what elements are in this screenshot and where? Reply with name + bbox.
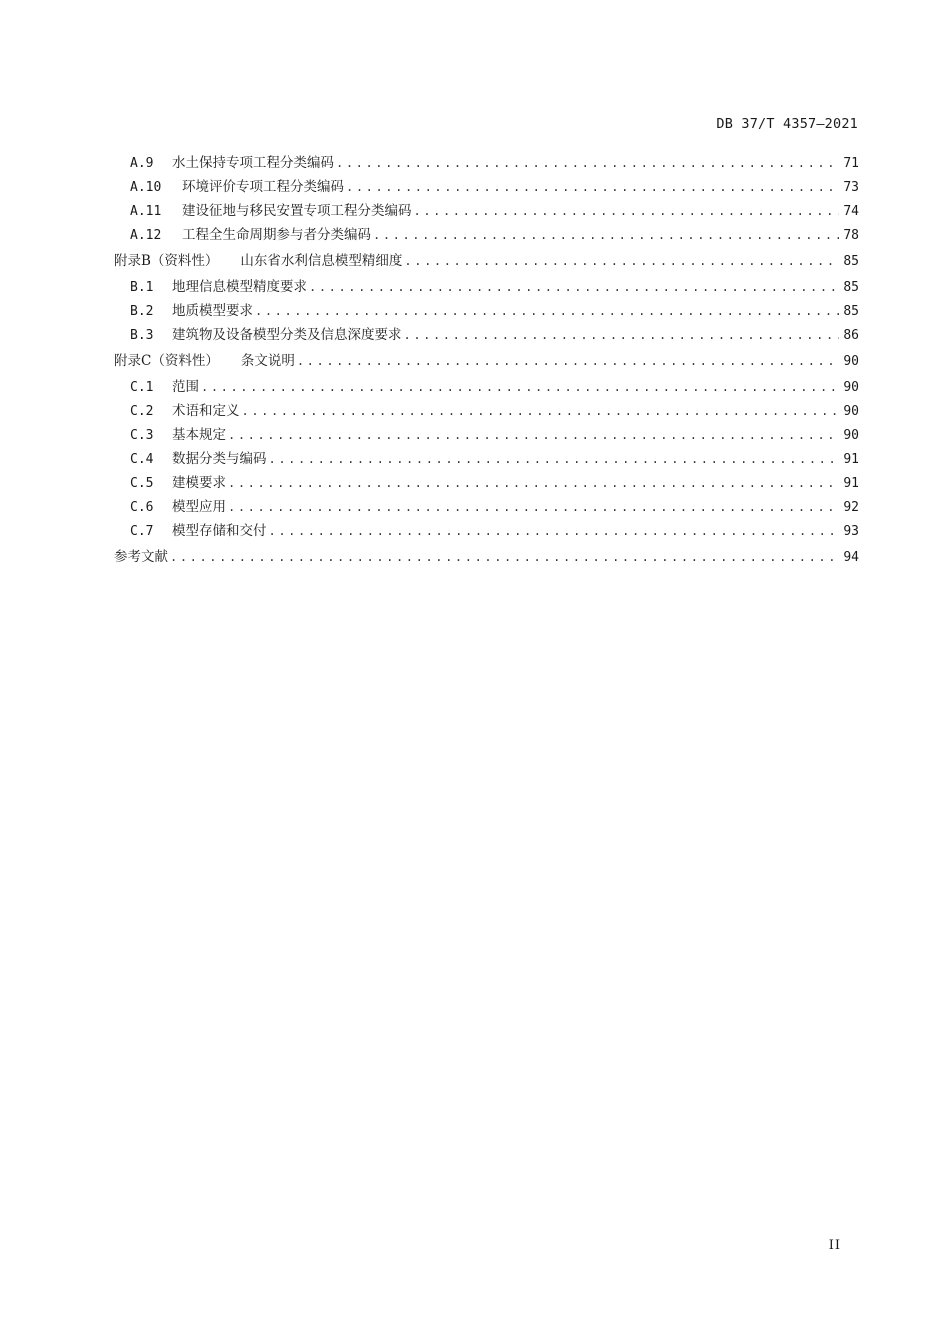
toc-entry-number: 附录B（资料性） (114, 253, 219, 269)
toc-entry-a9[interactable] (114, 151, 859, 175)
toc-dot-leader (228, 423, 839, 447)
toc-entry-b3[interactable] (114, 323, 859, 347)
table-of-contents (114, 151, 859, 571)
toc-entry-title: 术语和定义 (172, 403, 240, 419)
toc-entry-page: 73 (843, 180, 859, 195)
toc-entry-c5[interactable] (114, 471, 859, 495)
toc-dot-leader (404, 323, 840, 347)
toc-entry-c2[interactable] (114, 399, 859, 423)
toc-entry-page: 90 (843, 428, 859, 443)
toc-entry-number: C.1 (130, 380, 154, 395)
toc-entry-a11[interactable] (114, 199, 859, 223)
toc-entry-b2[interactable] (114, 299, 859, 323)
toc-dot-leader (404, 247, 839, 275)
toc-entry-number: A.11 (130, 204, 162, 219)
toc-entry-number: A.9 (130, 156, 154, 171)
toc-entry-title: 基本规定 (172, 427, 226, 443)
toc-dot-leader (228, 495, 839, 519)
toc-entry-title: 参考文献 (114, 549, 168, 565)
toc-entry-c6[interactable] (114, 495, 859, 519)
toc-entry-title: 工程全生命周期参与者分类编码 (182, 227, 371, 243)
toc-entry-references[interactable] (114, 543, 859, 571)
toc-dot-leader (269, 519, 840, 543)
toc-dot-leader (228, 471, 839, 495)
toc-entry-page: 78 (843, 228, 859, 243)
toc-entry-number: B.1 (130, 280, 154, 295)
toc-entry-number: A.12 (130, 228, 162, 243)
toc-entry-title: 范围 (172, 379, 199, 395)
toc-entry-c3[interactable] (114, 423, 859, 447)
toc-dot-leader (297, 347, 839, 375)
document-code: DB 37/T 4357—2021 (716, 116, 858, 132)
toc-dot-leader (269, 447, 840, 471)
toc-entry-page: 91 (843, 476, 859, 491)
toc-entry-number: C.7 (130, 524, 154, 539)
toc-dot-leader (170, 543, 839, 571)
toc-entry-page: 71 (843, 156, 859, 171)
toc-entry-c4[interactable] (114, 447, 859, 471)
toc-entry-title: 水土保持专项工程分类编码 (172, 155, 334, 171)
toc-entry-title: 建设征地与移民安置专项工程分类编码 (182, 203, 412, 219)
toc-entry-appendix-b[interactable] (114, 247, 859, 275)
toc-entry-page: 85 (843, 254, 859, 269)
toc-entry-page: 85 (843, 304, 859, 319)
toc-entry-number: C.6 (130, 500, 154, 515)
page-number: II (828, 1238, 841, 1253)
toc-entry-page: 94 (843, 550, 859, 565)
toc-entry-page: 85 (843, 280, 859, 295)
toc-entry-b1[interactable] (114, 275, 859, 299)
toc-dot-leader (201, 375, 839, 399)
toc-dot-leader (346, 175, 839, 199)
toc-entry-page: 92 (843, 500, 859, 515)
toc-entry-number: 附录C（资料性） (114, 353, 219, 369)
toc-entry-title: 环境评价专项工程分类编码 (182, 179, 344, 195)
toc-dot-leader (255, 299, 839, 323)
toc-entry-title: 地理信息模型精度要求 (172, 279, 307, 295)
toc-dot-leader (309, 275, 839, 299)
toc-entry-title: 山东省水利信息模型精细度 (240, 253, 403, 269)
toc-entry-page: 90 (843, 354, 859, 369)
toc-entry-page: 74 (843, 204, 859, 219)
toc-entry-page: 93 (843, 524, 859, 539)
toc-entry-page: 90 (843, 380, 859, 395)
toc-entry-page: 91 (843, 452, 859, 467)
toc-entry-c1[interactable] (114, 375, 859, 399)
toc-entry-appendix-c[interactable] (114, 347, 859, 375)
toc-entry-c7[interactable] (114, 519, 859, 543)
toc-entry-title: 模型应用 (172, 499, 226, 515)
toc-dot-leader (414, 199, 840, 223)
toc-entry-number: B.3 (130, 328, 154, 343)
toc-entry-title: 建筑物及设备模型分类及信息深度要求 (172, 327, 402, 343)
toc-entry-page: 86 (843, 328, 859, 343)
toc-entry-number: C.3 (130, 428, 154, 443)
toc-entry-a12[interactable] (114, 223, 859, 247)
toc-entry-number: C.4 (130, 452, 154, 467)
toc-entry-number: C.5 (130, 476, 154, 491)
toc-entry-page: 90 (843, 404, 859, 419)
toc-entry-a10[interactable] (114, 175, 859, 199)
toc-dot-leader (373, 223, 839, 247)
toc-dot-leader (242, 399, 840, 423)
toc-entry-title: 建模要求 (172, 475, 226, 491)
toc-entry-number: B.2 (130, 304, 154, 319)
toc-entry-number: C.2 (130, 404, 154, 419)
toc-entry-title: 模型存储和交付 (172, 523, 267, 539)
toc-dot-leader (336, 151, 839, 175)
toc-entry-title: 数据分类与编码 (172, 451, 267, 467)
toc-entry-number: A.10 (130, 180, 162, 195)
toc-entry-title: 地质模型要求 (172, 303, 253, 319)
toc-entry-title: 条文说明 (240, 353, 295, 369)
